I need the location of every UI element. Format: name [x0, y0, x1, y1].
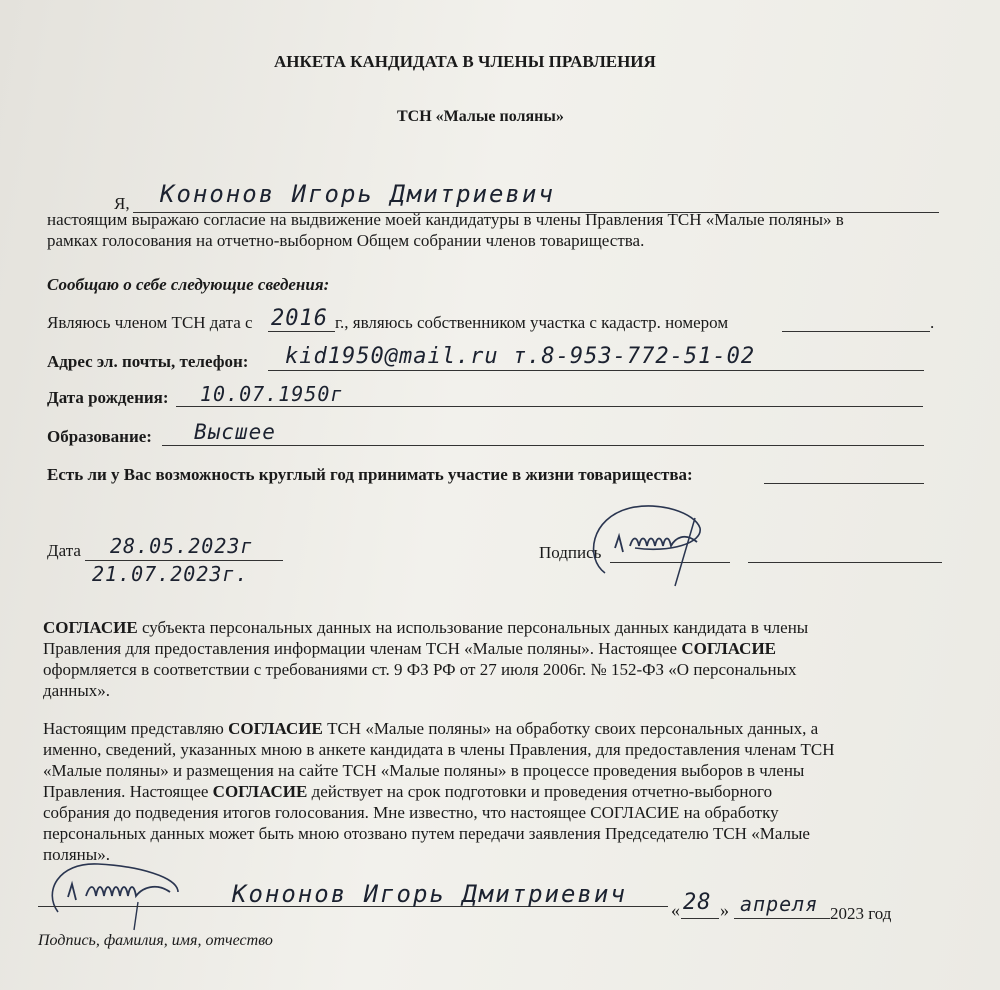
consent-p1-line-2: Правления для предоставления информации членам ТСН «Малые поляны». Настоящее СОГЛАСИЕ — [43, 639, 776, 658]
consent-p1-line-1: СОГЛАСИЕ субъекта персональных данных на использование персональных данных кандидата в члены — [43, 618, 809, 637]
consent-p2-line-6: персональных данных может быть мною отозвано путем передачи заявления Председателю ТСН «Малые — [43, 824, 810, 843]
consent-p1-line-3: оформляется в соответствии с требованиями ст. 9 ФЗ РФ от 27 июля 2006г. № 152-ФЗ «О персональных — [43, 660, 797, 679]
signature-line-2 — [748, 562, 942, 563]
consent-p2-line-3: «Малые поляны» и размещения на сайте ТСН «Малые поляны» в процессе проведения выборов в члены — [43, 761, 805, 780]
contact-label: Адрес эл. почты, телефон: — [47, 352, 249, 371]
consent-p2-line-2: именно, сведений, указанных мною в анкете кандидата в члены Правления, для предоставления членам ТСН — [43, 740, 835, 759]
date-1-handwritten: 28.05.2023г — [110, 534, 254, 558]
intro-line-2: рамках голосования на отчетно-выборном Общем собрании членов товарищества. — [47, 231, 645, 250]
section-heading: Сообщаю о себе следующие сведения: — [47, 275, 330, 294]
member-year-handwritten: 2016 — [271, 306, 328, 331]
consent-paragraph-1 — [43, 617, 808, 701]
consent-p2-line-7: поляны». — [43, 845, 110, 864]
birth-line — [176, 406, 923, 407]
form-subtitle: ТСН «Малые поляны» — [397, 108, 564, 125]
date-2-handwritten: 21.07.2023г. — [92, 562, 249, 586]
footer-quote-open: « — [671, 900, 680, 920]
contact-line — [268, 370, 924, 371]
candidate-name-handwritten: Кононов Игорь Дмитриевич — [160, 180, 555, 208]
yearround-line — [764, 483, 924, 484]
contact-value-handwritten: kid1950@mail.ru т.8-953-772-51-02 — [285, 344, 756, 369]
footer-signature-mark — [38, 852, 198, 932]
form-title: АНКЕТА КАНДИДАТА В ЧЛЕНЫ ПРАВЛЕНИЯ — [274, 52, 656, 71]
birth-label: Дата рождения: — [47, 388, 169, 407]
cadastral-line — [782, 331, 930, 332]
footer-quote-close: » — [720, 900, 729, 920]
footer-name-handwritten: Кононов Игорь Дмитриевич — [232, 880, 627, 908]
footer-month-line — [734, 918, 830, 919]
date-label: Дата — [47, 541, 81, 560]
footer-day-handwritten: 28 — [683, 890, 712, 915]
footer-caption: Подпись, фамилия, имя, отчество — [38, 932, 273, 949]
yearround-label: Есть ли у Вас возможность круглый год принимать участие в жизни товарищества: — [47, 465, 693, 484]
consent-p1-line-4: данных». — [43, 681, 111, 700]
consent-paragraph-2 — [43, 718, 835, 865]
birth-value-handwritten: 10.07.1950г — [200, 382, 344, 406]
member-year-line — [268, 331, 335, 332]
member-label: Являюсь членом ТСН дата с — [47, 313, 253, 332]
consent-p2-line-5: собрания до подведения итогов голосования. Мне известно, что настоящее СОГЛАСИЕ на обработку — [43, 803, 779, 822]
signature-label: Подпись — [539, 543, 602, 562]
education-value-handwritten: Высшее — [194, 420, 276, 444]
owner-label: г., являюсь собственником участка с кадастр. номером — [335, 313, 729, 332]
footer-day-line — [681, 918, 719, 919]
consent-p2-line-4: Правления. Настоящее СОГЛАСИЕ действует на срок подготовки и проведения отчетно-выборного — [43, 782, 773, 801]
ya-label: Я, — [114, 194, 130, 213]
education-line — [162, 445, 924, 446]
signature-mark — [575, 498, 725, 588]
consent-p2-line-1: Настоящим представляю СОГЛАСИЕ ТСН «Малые поляны» на обработку своих персональных данных, а — [43, 719, 819, 738]
footer-month-handwritten: апреля — [740, 892, 819, 916]
education-label: Образование: — [47, 427, 152, 446]
date-line — [85, 560, 283, 561]
member-end: . — [930, 313, 935, 332]
footer-year: 2023 год — [830, 904, 892, 923]
intro-line-1: настоящим выражаю согласие на выдвижение моей кандидатуры в члены Правления ТСН «Малые поляны» в — [47, 210, 844, 229]
